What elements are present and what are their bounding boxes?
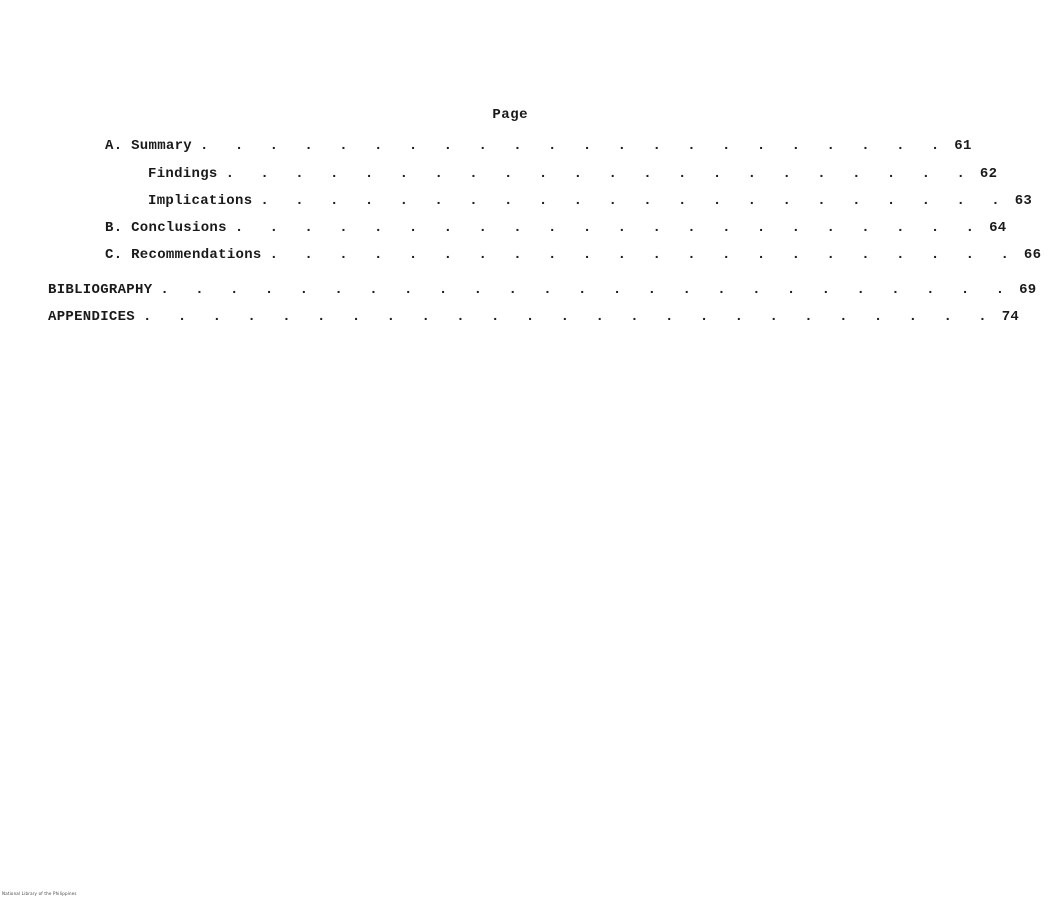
toc-entry-label: Implications <box>148 193 253 209</box>
toc-entry-label: Findings <box>148 166 218 182</box>
toc-entry-label: BIBLIOGRAPHY <box>48 282 153 298</box>
dot-leader: . . . . . . . . . . . . . . . . . . . . . . . . . <box>143 309 996 325</box>
toc-entry-appendices[interactable] <box>48 309 1020 329</box>
toc-entry-label: A. Summary <box>105 138 193 154</box>
toc-entry-findings[interactable] <box>148 166 998 186</box>
toc-page-number: 74 <box>1001 309 1020 325</box>
toc-page-number: 63 <box>1014 193 1033 209</box>
dot-leader: . . . . . . . . . . . . . . . . . . . . . . <box>260 193 1009 209</box>
dot-leader: . . . . . . . . . . . . . . . . . . . . . . <box>234 220 984 236</box>
toc-entry-label: APPENDICES <box>48 309 136 325</box>
toc-page-number: 62 <box>979 166 998 182</box>
toc-entry-label: B. Conclusions <box>105 220 227 236</box>
toc-page-number: 69 <box>1019 282 1037 298</box>
dot-leader: . . . . . . . . . . . . . . . . . . . . . . <box>269 247 1018 263</box>
toc-page-number: 61 <box>954 138 972 154</box>
toc-entry-recommendations[interactable] <box>105 247 1042 267</box>
archive-footer-note: National Library of the Philippines <box>2 891 77 896</box>
toc-entry-bibliography[interactable] <box>48 282 1037 302</box>
toc-entry-conclusions[interactable] <box>105 220 1007 240</box>
dot-leader: . . . . . . . . . . . . . . . . . . . . . . . . . <box>160 282 1014 298</box>
toc-page-number: 64 <box>989 220 1007 236</box>
toc-entry-summary[interactable] <box>105 138 972 158</box>
toc-page-number: 66 <box>1023 247 1042 263</box>
dot-leader: . . . . . . . . . . . . . . . . . . . . . . <box>200 138 949 154</box>
dot-leader: . . . . . . . . . . . . . . . . . . . . . . <box>225 166 974 182</box>
page-column-header: Page <box>492 107 528 123</box>
toc-entry-label: C. Recommendations <box>105 247 262 263</box>
toc-entry-implications[interactable] <box>148 193 1033 213</box>
